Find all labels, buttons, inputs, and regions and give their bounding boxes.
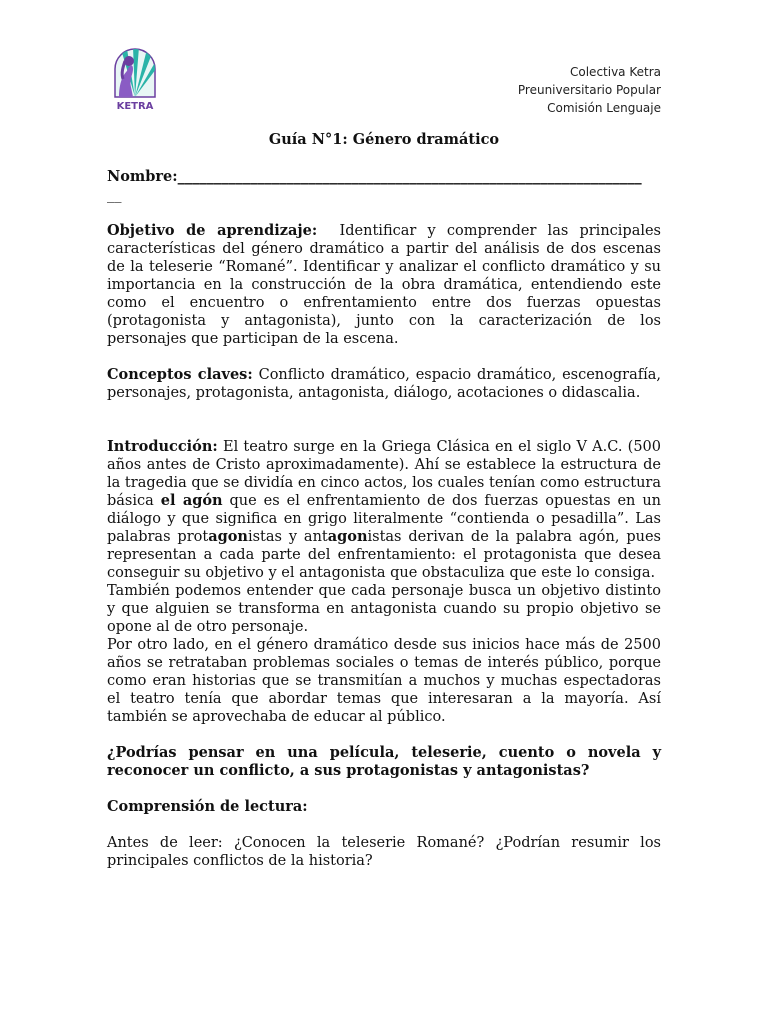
intro-agon-bold-3: agon: [327, 528, 368, 545]
concepts-text: Conflicto dramático, espacio dramático, escenografía, personajes, protagonista, antagonista, diálogo, acotaciones o didascalia.: [107, 367, 661, 401]
intro-text-a: El teatro surge en la Griega Clásica en el siglo V A.C. (500 años antes de Cristo aproximadamente). Ahí se establece la estructura de la tragedia que se dividía en cinco actos, los cuales tenían como estructura básica: [107, 439, 662, 509]
page-title: Guía N°1: Género dramático: [268, 131, 500, 148]
intro-text-c: istas y ant: [247, 529, 328, 545]
name-label: Nombre:: [107, 168, 178, 185]
introduction-label: Introducción:: [107, 438, 218, 455]
learning-objective: [107, 222, 661, 348]
reading-comprehension-heading: [107, 798, 661, 816]
org-name: Colectiva Ketra: [570, 65, 661, 79]
objective-text: Identificar y comprender las principales características del género dramático a partir del análisis de dos escenas de la teleserie “Romané”. Identificar y analizar el conflicto dramático y su importancia en la construcción de la obra dramática, entendiendo este como el encuentro o enfrentamiento entre dos fuerzas opuestas (protagonista y antagonista), junto con la caracterización de los personajes que participan de la escena.: [107, 223, 661, 347]
ketra-logo: [111, 47, 159, 113]
introduction-paragraph-1: [107, 438, 661, 582]
before-reading-question: Antes de leer: ¿Conocen la teleserie Romané? ¿Podrían resumir los principales conflictos de la historia?: [107, 835, 661, 869]
name-blank-line-continued: __: [107, 187, 122, 203]
document-body: [107, 131, 661, 870]
intro-text-d: istas derivan de la palabra agón, pues representan a cada parte del enfrentamiento: el protagonista que desea conseguir su objetivo y el antagonista que obstaculiza que este lo consiga.: [107, 529, 661, 581]
objective-label: Objetivo de aprendizaje:: [107, 222, 318, 239]
concepts-label: Conceptos claves:: [107, 366, 253, 383]
org-program: Preuniversitario Popular: [517, 83, 661, 97]
reflection-question-text: ¿Podrías pensar en una película, teleserie, cuento o novela y reconocer un conflicto, a sus protagonistas y antagonistas?: [107, 744, 661, 779]
organization-info: [518, 63, 661, 117]
intro-text-b: que es el enfrentamiento de dos fuerzas opuestas en un diálogo y que significa en grigo literalmente “contienda o pesadilla”. Las palabras prot: [107, 493, 661, 545]
name-blank-line: ________________________________________________________________: [177, 168, 642, 185]
introduction-paragraph-3: Por otro lado, en el género dramático desde sus inicios hace más de 2500 años se retrataban problemas sociales o temas de interés público, porque como eran historias que se transmitían a muchos y muchas espectadoras el teatro tenía que abordar temas que interesaran a la mayoría. Así también se aprovechaba de educar al público.: [107, 637, 661, 725]
key-concepts: [107, 366, 661, 402]
name-field: [107, 168, 661, 186]
reflection-question: [107, 744, 661, 780]
logo-text: KETRA: [116, 101, 154, 112]
introduction-paragraph-2: También podemos entender que cada personaje busca un objetivo distinto y que alguien se transforma en antagonista cuando su propio objetivo se opone al de otro personaje.: [107, 583, 661, 635]
intro-agon-bold: el agón: [160, 492, 223, 509]
org-commission: Comisión Lenguaje: [547, 101, 661, 115]
intro-agon-bold-2: agon: [208, 528, 248, 545]
reading-comprehension-title: Comprensión de lectura:: [107, 798, 308, 815]
